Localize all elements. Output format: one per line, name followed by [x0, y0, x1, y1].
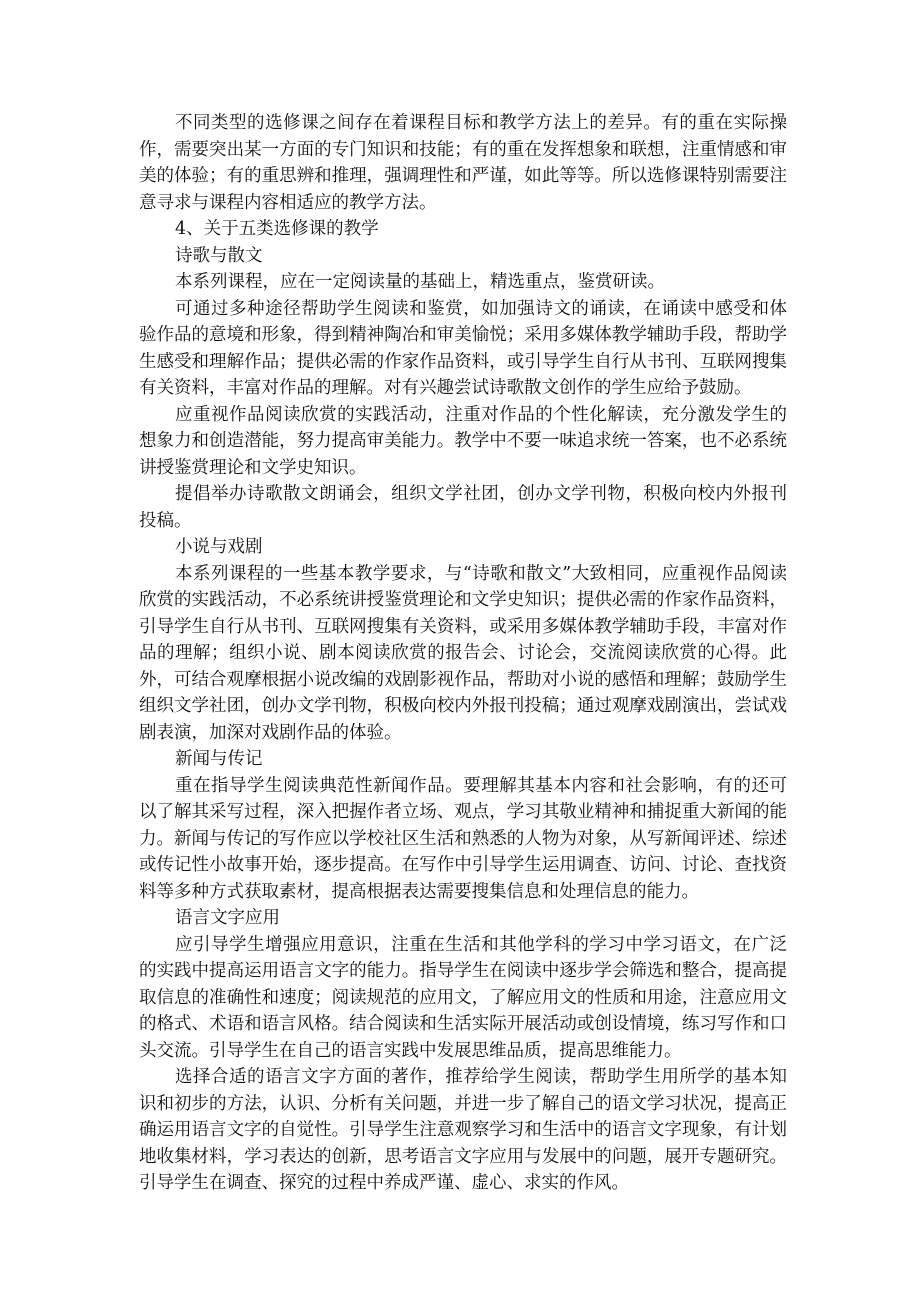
paragraph-poetry-intro: 本系列课程，应在一定阅读量的基础上，精选重点，鉴赏研读。 [175, 272, 665, 292]
paragraph-language-reading: 选择合适的语言文字方面的著作，推荐给学生阅读，帮助学生用所学的基本知识和初步的方法，认识、分析有关问题，并进一步了解自己的语文学习状况，提高正确运用语言文字的自觉性。引导学生注意观察学习和生活中的语言文字现象，有计划地收集材料，学习表达的创新，思考语言文字应用与发展中的问题，展开专题研究。引导学生在调查、探究的过程中养成严谨、虚心、求实的作风。 [139, 1067, 787, 1193]
subheading-language-application: 语言文字应用 [175, 908, 280, 928]
paragraph-poetry-practice: 应重视作品阅读欣赏的实践活动，注重对作品的个性化解读，充分激发学生的想象力和创造潜能，努力提高审美能力。教学中不要一味追求统一答案，也不必系统讲授鉴赏理论和文学史知识。 [139, 404, 787, 478]
section-heading-five-electives: 4、关于五类选修课的教学 [175, 219, 379, 239]
paragraph-language-application: 应引导学生增强应用意识，注重在生活和其他学科的学习中学习语文，在广泛的实践中提高运用语言文字的能力。指导学生在阅读中逐步学会筛选和整合，提高提取信息的准确性和速度；阅读规范的应用文，了解应用文的性质和用途，注意应用文的格式、术语和语言风格。结合阅读和生活实际开展活动或创设情境，练习写作和口头交流。引导学生在自己的语言实践中发展思维品质，提高思维能力。 [139, 934, 787, 1061]
paragraph-poetry-activities: 提倡举办诗歌散文朗诵会，组织文学社团，创办文学刊物，积极向校内外报刊投稿。 [139, 484, 787, 531]
document-page [139, 110, 787, 1197]
paragraph-fiction-drama: 本系列课程的一些基本教学要求，与“诗歌和散文”大致相同，应重视作品阅读欣赏的实践活动，不必系统讲授鉴赏理论和文学史知识；提供必需的作家作品资料，引导学生自行从书刊、互联网搜集有关资料，或采用多媒体教学辅助手段，丰富对作品的理解；组织小说、剧本阅读欣赏的报告会、讨论会，交流阅读欣赏的心得。此外，可结合观摩根据小说改编的戏剧影视作品，帮助对小说的感悟和理解；鼓励学生组织文学社团，创办文学刊物，积极向校内外报刊投稿；通过观摩戏剧演出，尝试戏剧表演，加深对戏剧作品的体验。 [139, 563, 787, 743]
paragraph-elective-differences: 不同类型的选修课之间存在着课程目标和教学方法上的差异。有的重在实际操作，需要突出某一方面的专门知识和技能；有的重在发挥想象和联想，注重情感和审美的体验；有的重思辨和推理，强调理性和严谨，如此等等。所以选修课特别需要注意寻求与课程内容相适应的教学方法。 [139, 113, 787, 213]
subheading-fiction-drama: 小说与戏剧 [175, 537, 263, 557]
subheading-poetry-prose: 诗歌与散文 [175, 245, 263, 266]
subheading-news-biography: 新闻与传记 [175, 749, 263, 769]
paragraph-poetry-methods: 可通过多种途径帮助学生阅读和鉴赏，如加强诗文的诵读，在诵读中感受和体验作品的意境和形象，得到精神陶冶和审美愉悦；采用多媒体教学辅助手段，帮助学生感受和理解作品；提供必需的作家作品资料，或引导学生自行从书刊、互联网搜集有关资料，丰富对作品的理解。对有兴趣尝试诗歌散文创作的学生应给予鼓励。 [139, 298, 787, 398]
paragraph-news-biography: 重在指导学生阅读典范性新闻作品。要理解其基本内容和社会影响，有的还可以了解其采写过程，深入把握作者立场、观点，学习其敬业精神和捕捉重大新闻的能力。新闻与传记的写作应以学校社区生活和熟悉的人物为对象，从写新闻评述、综述或传记性小故事开始，逐步提高。在写作中引导学生运用调查、访问、讨论、查找资料等多种方式获取素材，提高根据表达需要搜集信息和处理信息的能力。 [139, 775, 787, 902]
